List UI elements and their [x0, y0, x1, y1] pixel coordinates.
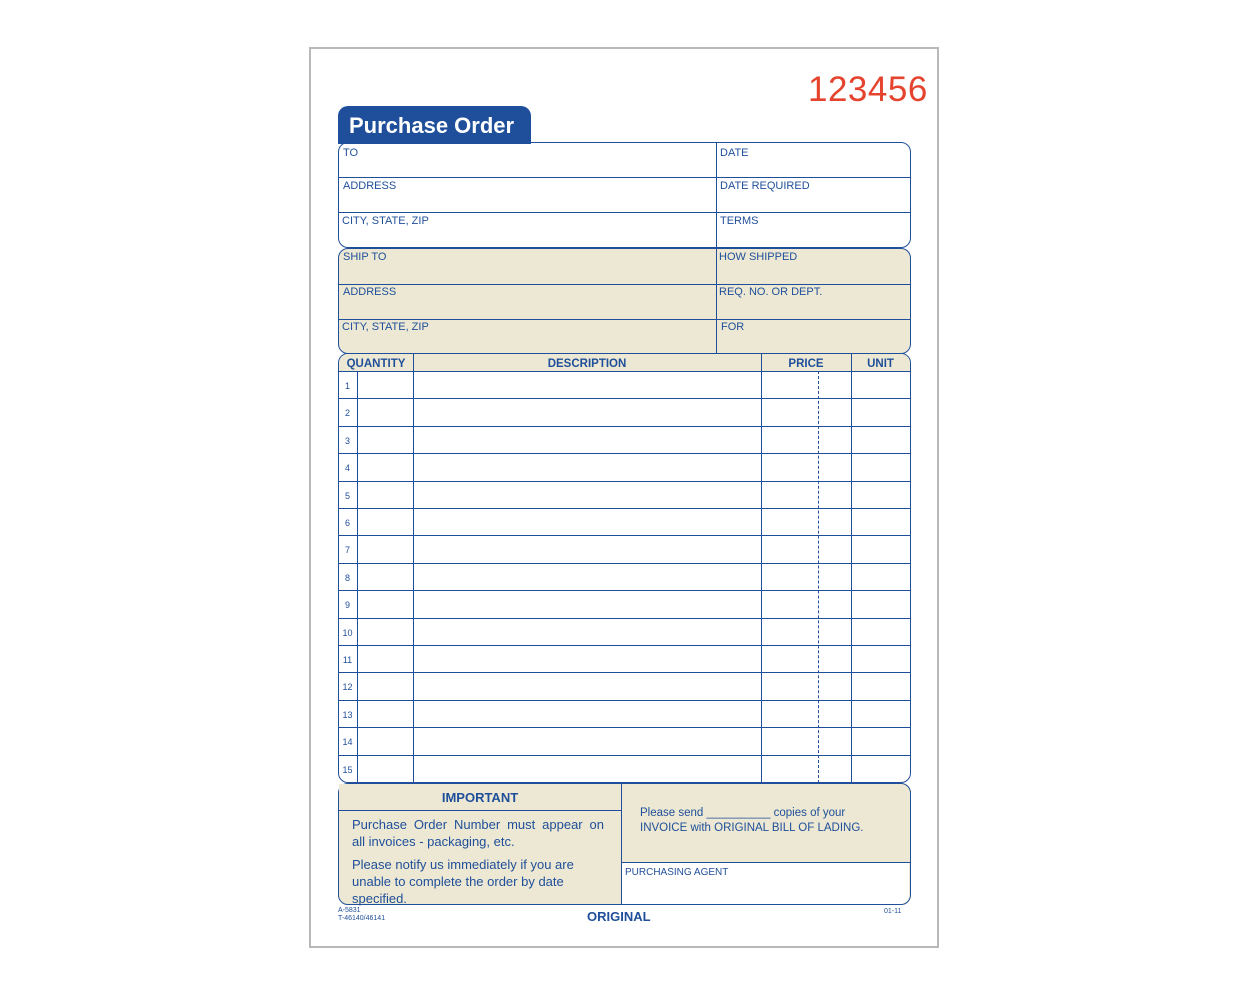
row-number: 10 — [342, 627, 353, 638]
date-label: DATE — [720, 147, 749, 159]
to-label: TO — [343, 147, 359, 159]
row-number: 3 — [344, 435, 350, 446]
unit-header: UNIT — [867, 358, 894, 370]
row-number: 4 — [344, 463, 350, 474]
row-number: 7 — [344, 545, 350, 556]
table-row-divider — [338, 755, 911, 756]
row-number: 15 — [342, 764, 353, 775]
important-notice-1: Purchase Order Number must appear on all invoices - packaging, etc. — [352, 817, 604, 849]
divider — [413, 353, 414, 783]
divider — [851, 353, 852, 783]
quantity-header: QUANTITY — [346, 358, 406, 370]
divider — [357, 371, 358, 783]
table-row-divider — [338, 508, 911, 509]
row-number: 12 — [342, 682, 353, 693]
divider — [716, 248, 717, 354]
city-state-zip-label: CITY, STATE, ZIP — [342, 215, 429, 227]
form-code: A-5831 — [338, 907, 361, 914]
row-number: 8 — [344, 572, 350, 583]
table-row-divider — [338, 481, 911, 482]
divider — [338, 212, 911, 213]
row-number: 5 — [344, 490, 350, 501]
table-row-divider — [338, 426, 911, 427]
table-row-divider — [338, 535, 911, 536]
divider — [338, 284, 911, 285]
form-title: Purchase Order — [349, 113, 515, 138]
table-row-divider — [338, 618, 911, 619]
table-row-divider — [338, 727, 911, 728]
req-no-dept-label: REQ. NO. OR DEPT. — [719, 286, 823, 298]
divider — [621, 862, 911, 863]
table-row-divider — [338, 590, 911, 591]
vendor-info-box — [338, 142, 911, 248]
row-number: 1 — [344, 381, 350, 391]
divider — [716, 142, 717, 248]
date-code: 01-11 — [884, 908, 902, 915]
table-row-divider — [338, 672, 911, 673]
table-row-divider — [338, 700, 911, 701]
divider — [339, 810, 621, 811]
divider — [338, 371, 911, 372]
for-label: FOR — [721, 321, 745, 333]
divider — [338, 177, 911, 178]
line-items-table — [338, 353, 911, 783]
po-number: 123456 — [808, 70, 928, 109]
row-number: 13 — [342, 709, 353, 720]
form-code-2: T-46140/46141 — [338, 915, 386, 922]
ship-address-label: ADDRESS — [343, 286, 397, 298]
row-number: 2 — [344, 408, 350, 419]
ship-city-state-zip-label: CITY, STATE, ZIP — [342, 321, 429, 333]
price-header: PRICE — [788, 358, 824, 370]
table-row-divider — [338, 453, 911, 454]
price-cents-divider — [818, 371, 819, 783]
purchasing-agent-label: PURCHASING AGENT — [625, 867, 729, 878]
row-number: 11 — [342, 655, 353, 665]
divider — [338, 319, 911, 320]
terms-label: TERMS — [720, 215, 759, 227]
invoice-instructions: Please send __________ copies of your INVOICE with ORIGINAL BILL OF LADING. — [640, 807, 864, 834]
divider — [761, 353, 762, 783]
address-label: ADDRESS — [343, 180, 397, 192]
row-number: 14 — [342, 737, 353, 748]
table-row-divider — [338, 645, 911, 646]
row-number: 9 — [344, 600, 350, 611]
important-heading: IMPORTANT — [339, 784, 621, 810]
copy-label: ORIGINAL — [587, 909, 651, 924]
date-required-label: DATE REQUIRED — [720, 180, 810, 192]
ship-to-box — [338, 248, 911, 354]
row-number: 6 — [344, 518, 350, 528]
how-shipped-label: HOW SHIPPED — [719, 251, 798, 263]
description-header: DESCRIPTION — [547, 358, 627, 370]
table-row-divider — [338, 563, 911, 564]
important-notice-2: Please notify us immediately if you are unable to complete the order by date specified. — [352, 857, 574, 906]
ship-to-label: SHIP TO — [343, 251, 387, 263]
table-row-divider — [338, 398, 911, 399]
